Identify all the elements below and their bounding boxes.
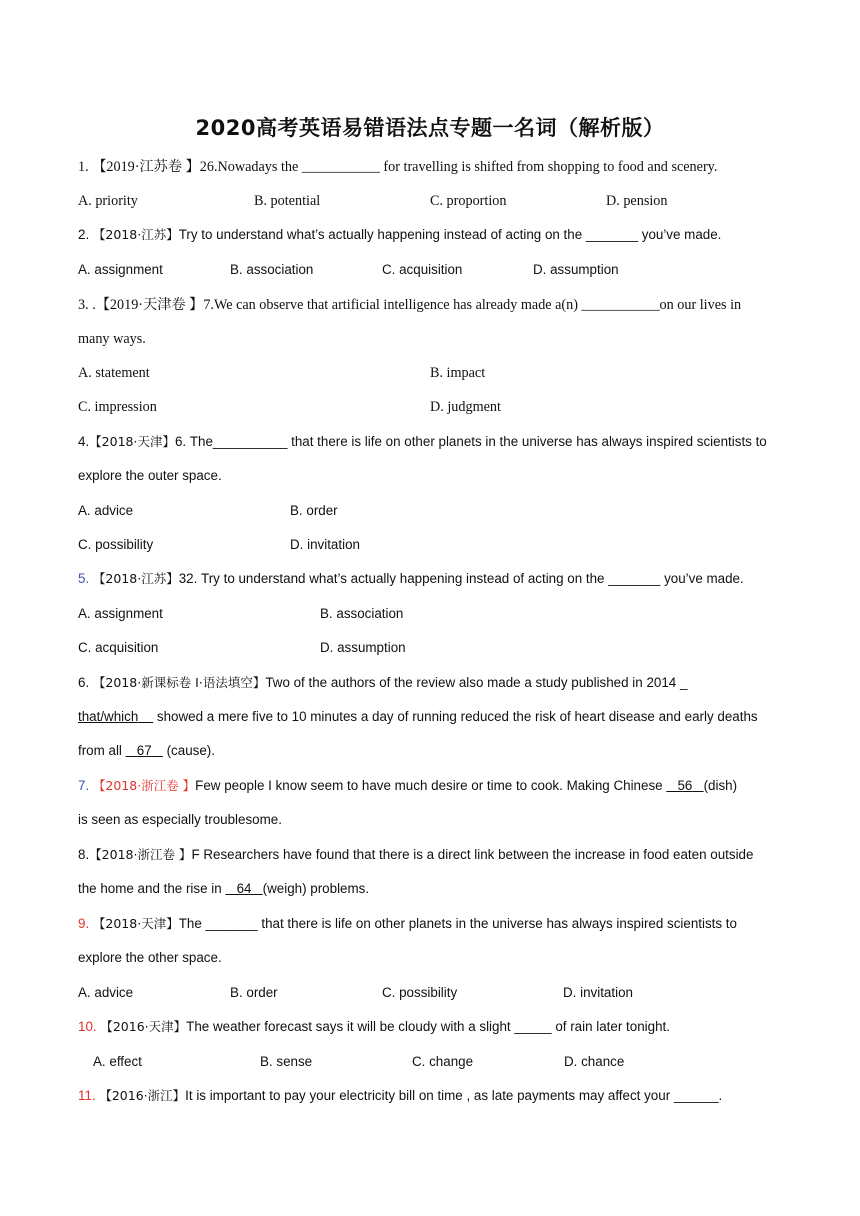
question-7 [78,777,784,795]
question-source: 【2018·新课标卷 I·语法填空】 [92,675,266,690]
option-a: A. assignment [78,262,163,277]
question-4-continuation: explore the outer space. [78,468,222,483]
question-text: Few people I know seem to have much desire or time to cook. Making Chinese [195,778,667,793]
question-source: 【2019·江苏卷 】 [92,159,200,175]
option-c: C. impression [78,399,157,415]
option-d: D. judgment [430,399,501,415]
question-source: 【2018·江苏】 [92,571,179,586]
question-text: 6. The__________ that there is life on other planets in the universe has always inspired scientists to [174,434,767,449]
question-text: It is important to pay your electricity bill on time , as late payments may affect your ______. [185,1088,723,1103]
option-a: A. advice [78,503,134,518]
question-source: 【2018·天津】 [92,916,179,931]
option-d: D. pension [606,193,668,209]
question-text: F Researchers have found that there is a direct link between the increase in food eaten outside [191,847,754,862]
question-text: showed a mere five to 10 minutes a day of running reduced the risk of heart disease and early deaths [153,709,758,724]
option-d: D. invitation [563,985,633,1000]
question-number: 9. [78,916,90,931]
question-2 [78,226,784,244]
answer-blank: 67 [136,743,152,758]
option-d: D. assumption [533,262,619,277]
question-7-continuation: is seen as especially troublesome. [78,812,282,827]
option-b: B. order [230,985,278,1000]
question-9-continuation: explore the other space. [78,950,222,965]
option-c: C. acquisition [382,262,463,277]
question-text: the home and the rise in [78,881,226,896]
question-number: 10. [78,1019,97,1034]
question-text: The weather forecast says it will be cloudy with a slight _____ of rain later tonight. [186,1019,670,1034]
option-c: C. change [412,1054,474,1069]
option-c: C. acquisition [78,640,159,655]
question-text: (dish) [703,778,738,793]
question-source: 【2018·天津】 [89,434,175,449]
option-b: B. order [290,503,338,518]
option-d: D. assumption [320,640,406,655]
question-text: Try to understand what’s actually happening instead of acting on the _______ you’ve made. [178,227,722,242]
question-10 [78,1018,784,1036]
question-source: 【2016·天津】 [100,1019,187,1034]
option-b: B. potential [254,193,321,209]
question-3 [78,296,784,314]
question-number: 2. [78,227,90,242]
question-8-continuation [78,880,784,898]
option-c: C. proportion [430,193,507,209]
question-8 [78,846,784,864]
answer-blank: 64 [236,881,252,896]
option-d: D. chance [564,1054,625,1069]
question-6-line-3 [78,742,784,760]
option-b: B. impact [430,365,486,381]
question-text: (weigh) problems. [262,881,370,896]
question-number: 4. [78,434,90,449]
option-a: A. effect [93,1054,142,1069]
option-b: B. sense [260,1054,313,1069]
question-text: 32. Try to understand what’s actually happening instead of acting on the _______ you’ve made. [178,571,744,586]
question-number: 8. [78,847,90,862]
question-number: 5. [78,571,90,586]
question-text: 7.We can observe that artificial intelligence has already made a(n) ___________on our lives in [203,297,742,313]
question-number: 7. [78,778,90,793]
question-text: The _______ that there is life on other planets in the universe has always inspired scientists to [178,916,737,931]
question-1 [78,158,784,176]
option-d: D. invitation [290,537,360,552]
question-number: 11. [78,1088,96,1103]
question-6-continuation [78,708,784,726]
option-c: C. possibility [382,985,458,1000]
option-a: A. advice [78,985,134,1000]
question-source: 【2018·江苏】 [92,227,179,242]
answer-blank: that/which [78,709,139,724]
question-number: 3. . [78,297,96,313]
question-9 [78,915,784,933]
question-number: 1. [78,159,89,175]
question-source: 【2018·浙江卷 】 [92,778,196,793]
option-a: A. assignment [78,606,163,621]
question-3-continuation: many ways. [78,331,146,347]
question-source: 【2019·天津卷 】 [95,297,204,313]
question-source: 【2016·浙江】 [99,1088,186,1103]
answer-blank: 56 [677,778,693,793]
option-c: C. possibility [78,537,154,552]
question-text: from all [78,743,126,758]
page-title: 2020高考英语易错语法点专题一名词（解析版） [195,116,665,140]
question-text: (cause). [162,743,215,758]
option-a: A. statement [78,365,150,381]
question-number: 6. [78,675,90,690]
question-5 [78,570,784,588]
question-source: 【2018·浙江卷 】 [89,847,192,862]
question-text: 26.Nowadays the ___________ for travelling is shifted from shopping to food and scenery. [199,159,718,175]
option-a: A. priority [78,193,138,209]
option-b: B. association [320,606,404,621]
question-11 [78,1087,784,1105]
question-text: Two of the authors of the review also made a study published in 2014 _ [265,675,688,690]
question-6 [78,674,784,692]
question-4 [78,433,784,451]
option-b: B. association [230,262,314,277]
